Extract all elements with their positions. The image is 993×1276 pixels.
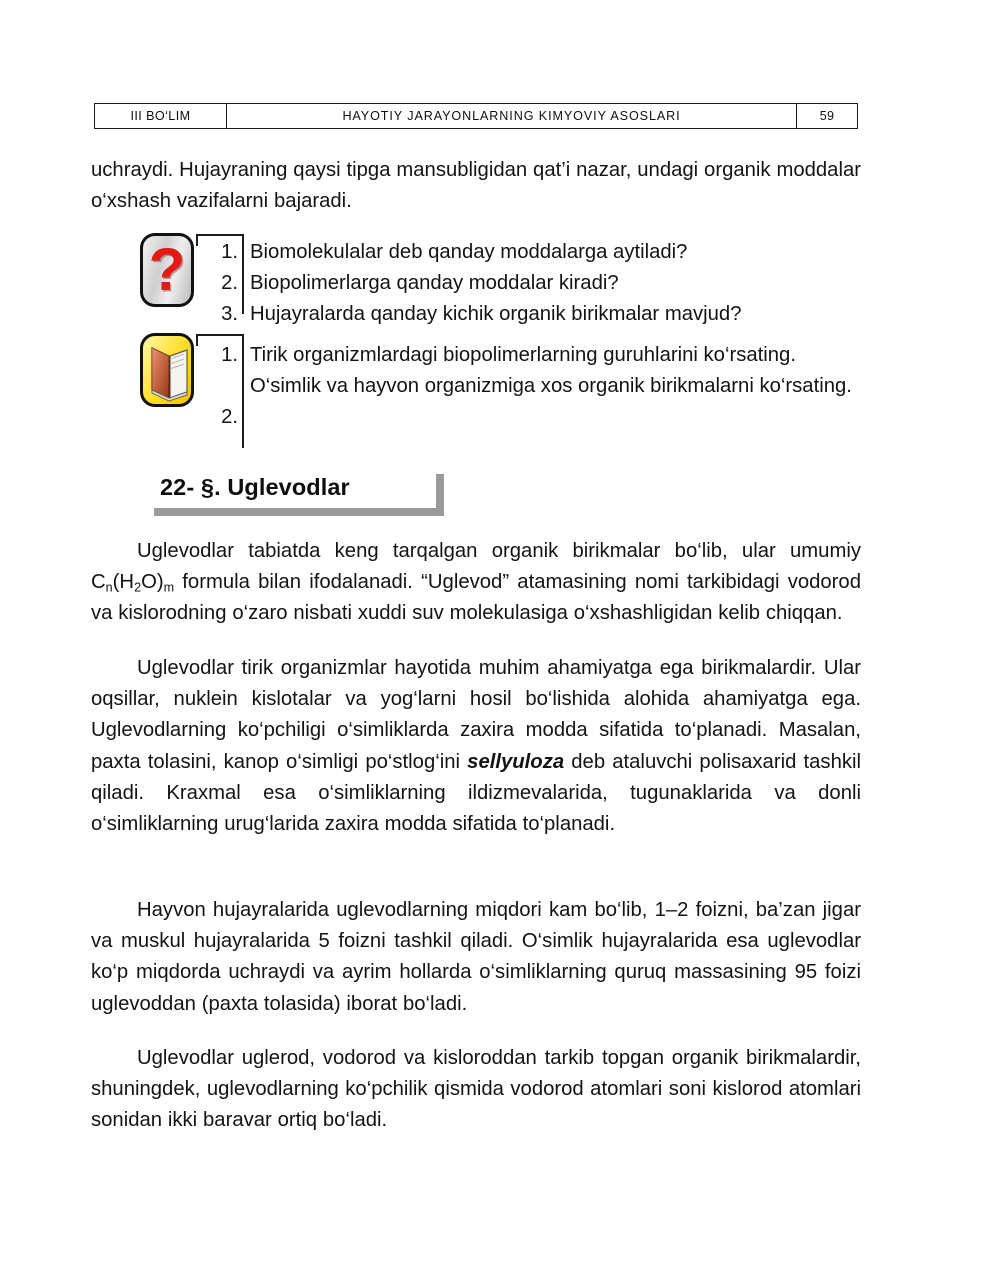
bracket-vertical-rule bbox=[242, 234, 244, 314]
paragraph-text: deb ataluvchi polisaxarid tashkil qiladi. Kraxmal esa o‘simliklarning ildizmevalarida, tugunaklarida va donli o‘simliklarning urug‘larida zaxira modda sifatida to‘planadi. bbox=[91, 750, 861, 836]
paragraph-cellulose bbox=[91, 653, 861, 840]
subscript-m: m bbox=[163, 580, 175, 595]
task-number: 2. bbox=[221, 406, 238, 429]
running-head bbox=[94, 103, 858, 129]
bracket-top-rule bbox=[196, 234, 244, 236]
bracket-vertical-rule bbox=[242, 334, 244, 448]
book-icon-frame bbox=[140, 333, 194, 407]
paragraph-text: O) bbox=[141, 571, 164, 594]
task-number: 1. bbox=[221, 344, 238, 366]
question-icon-frame bbox=[140, 233, 194, 307]
list-item: Tirik organizmlardagi biopolimerlarning guruhlarini ko‘rsating. bbox=[250, 344, 796, 366]
book-glyph bbox=[146, 342, 194, 404]
question-number: 3. bbox=[221, 303, 238, 326]
emphasized-term: sellyuloza bbox=[467, 750, 565, 773]
question-number: 2. bbox=[221, 272, 238, 295]
list-item: Biopolimerlarga qanday moddalar kiradi? bbox=[250, 272, 619, 295]
list-item: O‘simlik va hayvon organizmiga xos organik birikmalarni ko‘rsating. bbox=[250, 375, 852, 398]
list-item: Hujayralarda qanday kichik organik birikmalar mavjud? bbox=[250, 303, 742, 326]
tasks-list bbox=[250, 340, 974, 402]
section-heading bbox=[146, 466, 436, 512]
running-head-section: III BO‘LIM bbox=[95, 104, 227, 128]
bracket-top-rule bbox=[196, 334, 244, 336]
tasks-numbers bbox=[198, 340, 238, 434]
question-mark-glyph: ? bbox=[148, 236, 186, 303]
open-book-icon bbox=[138, 331, 196, 409]
paragraph-text: formula bilan ifodalanadi. “Uglevod” atamasining nomi tarkibidagi vodorod va kislorodning o‘zaro nisbati xuddi suv molekulasiga o‘xshashligidan kelib chiqqan. bbox=[91, 571, 861, 625]
list-item: Biomolekulalar deb qanday moddalarga aytiladi? bbox=[250, 241, 688, 263]
questions-list bbox=[250, 237, 972, 331]
paragraph-text: Uglevodlar tirik organizmlar hayotida muhim ahamiyatga ega birikmalardir. Ular oqsillar, nuklein kislotalar va yog‘larni hosil bo‘lishida alohida ahamiyatga ega. Uglevodlarning ko‘pchiligi o‘simliklarda zaxira modda sifatida to‘planadi. Masalan, paxta tolasini, kanop o‘simligi po‘stlog‘ini bbox=[91, 657, 861, 773]
questions-numbers bbox=[198, 237, 238, 331]
paragraph-percentages: Hayvon hujayralarida uglevodlarning miqdori kam bo‘lib, 1–2 foizni, ba’zan jigar va muskul hujayralarida 5 foizni tashkil qiladi. O‘simlik hujayralarida esa uglevodlar ko‘p miqdorda uchraydi va ayrim hollarda o‘simliklarning quruq massasining 95 foizi uglevoddan (paxta tolasida) iborat bo‘ladi. bbox=[91, 899, 861, 1015]
paragraph-text: Uglevodlar tabiatda keng tarqalgan organik birikmalar bo‘lib, ular umumiy C bbox=[91, 540, 861, 594]
paragraph-formula bbox=[91, 536, 861, 630]
page-number: 59 bbox=[796, 104, 857, 128]
subscript-2: 2 bbox=[134, 580, 142, 595]
heading-plate bbox=[146, 466, 436, 508]
question-mark-icon bbox=[138, 231, 196, 309]
intro-paragraph: uchraydi. Hujayraning qaysi tipga mansubligidan qat’i nazar, undagi organik moddalar o‘xshash vazifalarni bajaradi. bbox=[91, 159, 861, 213]
paragraph-composition: Uglevodlar uglerod, vodorod va kisloroddan tarkib topgan organik birikmalardir, shuningdek, uglevodlarning ko‘pchilik qismida vodorod atomlari soni kislorod atomlari sonidan ikki baravar ortiq bo‘ladi. bbox=[91, 1047, 861, 1132]
question-number: 1. bbox=[221, 241, 238, 263]
heading-label: 22- §. Uglevodlar bbox=[160, 473, 350, 500]
subscript-n: n bbox=[105, 580, 113, 595]
paragraph-text: (H bbox=[112, 571, 135, 594]
running-head-title: HAYOTIY JARAYONLARNING KIMYOVIY ASOSLARI bbox=[342, 109, 681, 123]
